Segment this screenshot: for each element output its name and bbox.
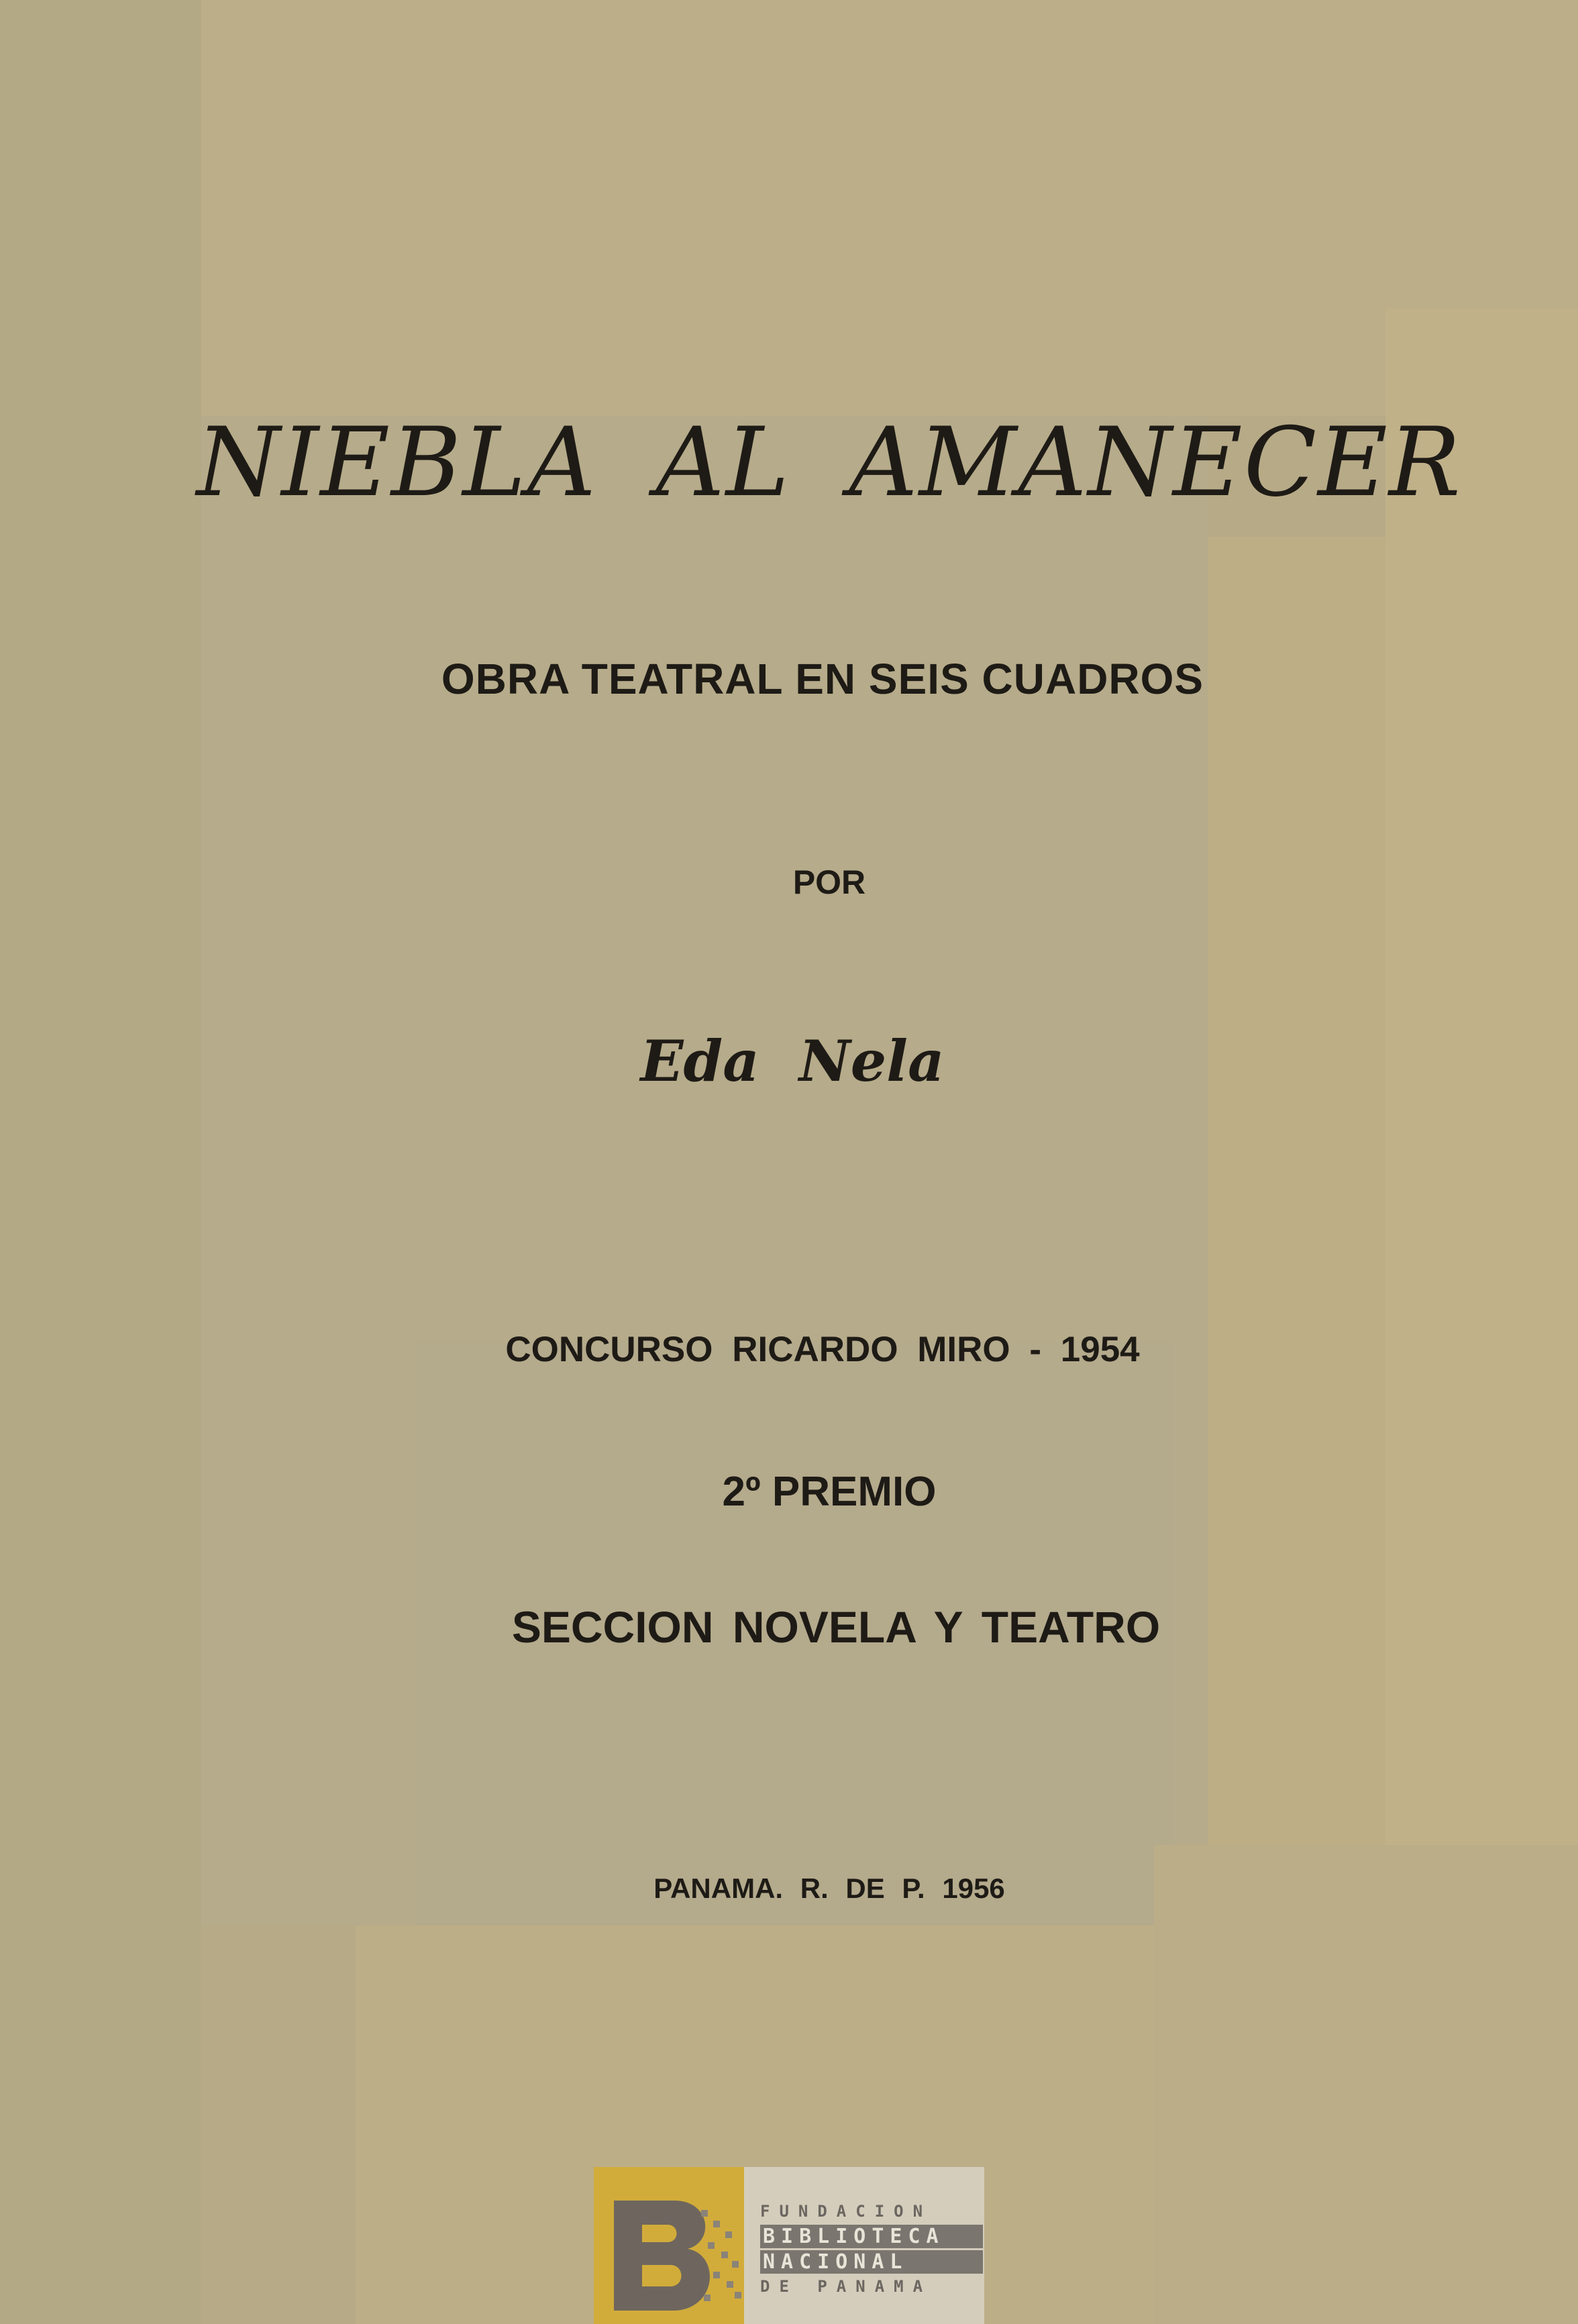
by-label: POR [792,863,866,901]
library-logo [594,2167,984,2324]
contest-name: CONCURSO RICARDO MIRO - 1954 [505,1330,1140,1369]
paper-patch-left [0,0,201,2324]
book-subtitle: OBRA TEATRAL EN SEIS CUADROS [441,655,1204,703]
place-and-date: PANAMA. R. DE P. 1956 [653,1872,1005,1904]
logo-line-biblioteca: BIBLIOTECA [760,2225,983,2248]
library-b-logo-icon [594,2167,744,2324]
prize-section: SECCION NOVELA Y TEATRO [511,1602,1161,1652]
logo-line-de-panama: DE PANAMA [760,2277,933,2296]
logo-line-nacional: NACIONAL [760,2250,983,2274]
logo-line-fundacion: FUNDACION [760,2202,933,2221]
prize-label: 2º PREMIO [722,1469,937,1515]
b-letter-icon [594,2167,744,2324]
book-title: NIEBLA AL AMANECER [197,407,1462,518]
paper-patch-bottom-right [1154,1845,1578,2324]
paper-patch-top [201,0,1578,416]
author-name: Eda Nela [640,1028,945,1094]
